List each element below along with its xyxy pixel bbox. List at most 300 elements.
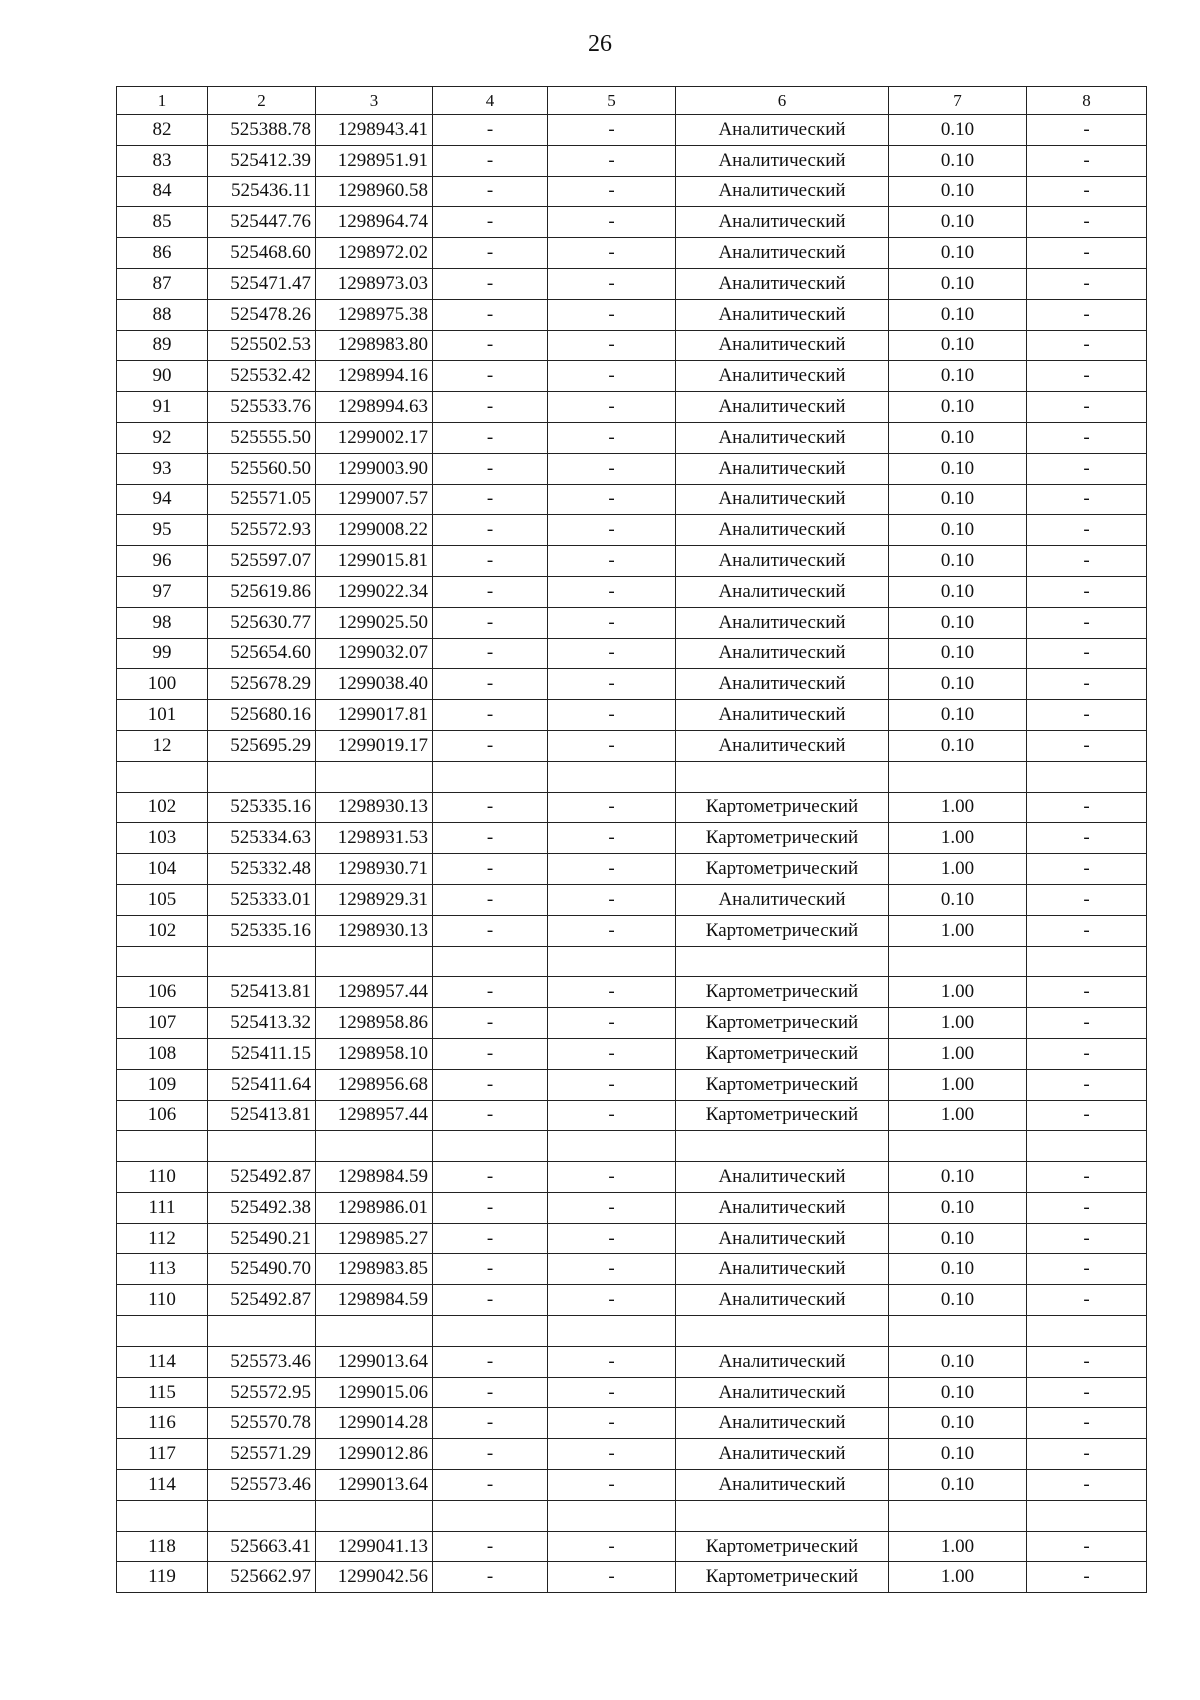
point-number-cell xyxy=(117,1316,208,1347)
table-row xyxy=(117,1439,1147,1470)
col8-cell: - xyxy=(1027,669,1147,700)
x-coordinate-cell: 525412.39 xyxy=(208,145,316,176)
accuracy-cell: 0.10 xyxy=(889,484,1027,515)
method-cell: Аналитический xyxy=(676,145,889,176)
point-number-cell: 83 xyxy=(117,145,208,176)
method-cell: Аналитический xyxy=(676,453,889,484)
col5-cell: - xyxy=(548,361,676,392)
y-coordinate-cell xyxy=(316,1316,433,1347)
y-coordinate-cell: 1298985.27 xyxy=(316,1223,433,1254)
x-coordinate-cell: 525492.87 xyxy=(208,1285,316,1316)
table-row xyxy=(117,361,1147,392)
method-cell: Аналитический xyxy=(676,1470,889,1501)
col8-cell: - xyxy=(1027,176,1147,207)
y-coordinate-cell: 1299022.34 xyxy=(316,576,433,607)
point-number-cell: 90 xyxy=(117,361,208,392)
x-coordinate-cell: 525332.48 xyxy=(208,854,316,885)
accuracy-cell: 0.10 xyxy=(889,576,1027,607)
col4-cell: - xyxy=(433,1162,548,1193)
accuracy-cell xyxy=(889,946,1027,977)
col4-cell: - xyxy=(433,1346,548,1377)
method-cell: Аналитический xyxy=(676,607,889,638)
method-cell: Картометрический xyxy=(676,823,889,854)
col8-cell: - xyxy=(1027,700,1147,731)
y-coordinate-cell: 1299015.06 xyxy=(316,1377,433,1408)
table-row xyxy=(117,1408,1147,1439)
y-coordinate-cell: 1298984.59 xyxy=(316,1162,433,1193)
table-row xyxy=(117,1470,1147,1501)
accuracy-cell: 0.10 xyxy=(889,1346,1027,1377)
method-cell: Аналитический xyxy=(676,1285,889,1316)
point-number-cell xyxy=(117,1500,208,1531)
col4-cell: - xyxy=(433,484,548,515)
col5-cell: - xyxy=(548,422,676,453)
point-number-cell: 103 xyxy=(117,823,208,854)
method-cell: Аналитический xyxy=(676,207,889,238)
table-row xyxy=(117,392,1147,423)
y-coordinate-cell: 1298931.53 xyxy=(316,823,433,854)
y-coordinate-cell: 1298972.02 xyxy=(316,238,433,269)
col5-cell: - xyxy=(548,145,676,176)
point-number-cell: 102 xyxy=(117,915,208,946)
col5-cell xyxy=(548,946,676,977)
col5-cell: - xyxy=(548,792,676,823)
col8-cell: - xyxy=(1027,392,1147,423)
y-coordinate-cell: 1298929.31 xyxy=(316,884,433,915)
column-header: 1 xyxy=(117,87,208,115)
col4-cell: - xyxy=(433,546,548,577)
x-coordinate-cell: 525662.97 xyxy=(208,1562,316,1593)
point-number-cell: 108 xyxy=(117,1038,208,1069)
x-coordinate-cell: 525388.78 xyxy=(208,115,316,146)
column-header: 7 xyxy=(889,87,1027,115)
col8-cell: - xyxy=(1027,1408,1147,1439)
table-row xyxy=(117,176,1147,207)
col8-cell: - xyxy=(1027,638,1147,669)
table-header-row xyxy=(117,87,1147,115)
col8-cell: - xyxy=(1027,1470,1147,1501)
y-coordinate-cell: 1298986.01 xyxy=(316,1192,433,1223)
point-number-cell: 106 xyxy=(117,977,208,1008)
col8-cell: - xyxy=(1027,453,1147,484)
x-coordinate-cell: 525560.50 xyxy=(208,453,316,484)
point-number-cell: 117 xyxy=(117,1439,208,1470)
method-cell: Аналитический xyxy=(676,884,889,915)
point-number-cell: 106 xyxy=(117,1100,208,1131)
col5-cell: - xyxy=(548,484,676,515)
col8-cell: - xyxy=(1027,515,1147,546)
table-row xyxy=(117,207,1147,238)
col5-cell: - xyxy=(548,977,676,1008)
y-coordinate-cell: 1298983.80 xyxy=(316,330,433,361)
x-coordinate-cell: 525413.81 xyxy=(208,977,316,1008)
col5-cell: - xyxy=(548,268,676,299)
point-number-cell: 113 xyxy=(117,1254,208,1285)
x-coordinate-cell: 525502.53 xyxy=(208,330,316,361)
col5-cell: - xyxy=(548,607,676,638)
method-cell: Аналитический xyxy=(676,1377,889,1408)
accuracy-cell: 1.00 xyxy=(889,977,1027,1008)
method-cell: Аналитический xyxy=(676,484,889,515)
column-header: 6 xyxy=(676,87,889,115)
accuracy-cell: 0.10 xyxy=(889,238,1027,269)
y-coordinate-cell: 1298973.03 xyxy=(316,268,433,299)
y-coordinate-cell: 1298983.85 xyxy=(316,1254,433,1285)
col5-cell: - xyxy=(548,1254,676,1285)
point-number-cell: 100 xyxy=(117,669,208,700)
col4-cell: - xyxy=(433,1254,548,1285)
col5-cell xyxy=(548,1316,676,1347)
table-row xyxy=(117,1008,1147,1039)
x-coordinate-cell: 525573.46 xyxy=(208,1346,316,1377)
point-number-cell: 98 xyxy=(117,607,208,638)
table-row xyxy=(117,854,1147,885)
col4-cell: - xyxy=(433,268,548,299)
col5-cell: - xyxy=(548,1285,676,1316)
y-coordinate-cell: 1299015.81 xyxy=(316,546,433,577)
col5-cell: - xyxy=(548,1562,676,1593)
accuracy-cell: 0.10 xyxy=(889,1408,1027,1439)
col8-cell: - xyxy=(1027,607,1147,638)
method-cell: Аналитический xyxy=(676,1439,889,1470)
x-coordinate-cell: 525572.95 xyxy=(208,1377,316,1408)
col8-cell: - xyxy=(1027,1008,1147,1039)
point-number-cell: 12 xyxy=(117,730,208,761)
x-coordinate-cell: 525678.29 xyxy=(208,669,316,700)
col4-cell: - xyxy=(433,792,548,823)
col8-cell: - xyxy=(1027,1192,1147,1223)
point-number-cell xyxy=(117,1131,208,1162)
point-number-cell: 114 xyxy=(117,1470,208,1501)
table-row xyxy=(117,1316,1147,1347)
y-coordinate-cell: 1298960.58 xyxy=(316,176,433,207)
col5-cell: - xyxy=(548,915,676,946)
y-coordinate-cell: 1298957.44 xyxy=(316,1100,433,1131)
point-number-cell: 109 xyxy=(117,1069,208,1100)
point-number-cell: 99 xyxy=(117,638,208,669)
col8-cell: - xyxy=(1027,1038,1147,1069)
col4-cell: - xyxy=(433,977,548,1008)
accuracy-cell: 0.10 xyxy=(889,1223,1027,1254)
col5-cell: - xyxy=(548,1223,676,1254)
x-coordinate-cell: 525573.46 xyxy=(208,1470,316,1501)
table-row xyxy=(117,1346,1147,1377)
col5-cell: - xyxy=(548,238,676,269)
point-number-cell: 102 xyxy=(117,792,208,823)
x-coordinate-cell: 525492.87 xyxy=(208,1162,316,1193)
col4-cell xyxy=(433,1131,548,1162)
col8-cell: - xyxy=(1027,115,1147,146)
accuracy-cell: 1.00 xyxy=(889,1100,1027,1131)
col4-cell: - xyxy=(433,576,548,607)
table-row xyxy=(117,484,1147,515)
y-coordinate-cell: 1298994.16 xyxy=(316,361,433,392)
table-row xyxy=(117,1285,1147,1316)
col4-cell: - xyxy=(433,1377,548,1408)
col5-cell: - xyxy=(548,1069,676,1100)
method-cell xyxy=(676,1131,889,1162)
x-coordinate-cell: 525619.86 xyxy=(208,576,316,607)
method-cell: Аналитический xyxy=(676,1162,889,1193)
col4-cell: - xyxy=(433,607,548,638)
x-coordinate-cell: 525597.07 xyxy=(208,546,316,577)
x-coordinate-cell: 525663.41 xyxy=(208,1531,316,1562)
table-row xyxy=(117,238,1147,269)
point-number-cell: 88 xyxy=(117,299,208,330)
col8-cell: - xyxy=(1027,1069,1147,1100)
accuracy-cell: 0.10 xyxy=(889,361,1027,392)
col8-cell xyxy=(1027,1500,1147,1531)
y-coordinate-cell: 1299038.40 xyxy=(316,669,433,700)
y-coordinate-cell: 1299008.22 xyxy=(316,515,433,546)
col8-cell: - xyxy=(1027,1377,1147,1408)
col8-cell: - xyxy=(1027,854,1147,885)
x-coordinate-cell: 525413.81 xyxy=(208,1100,316,1131)
col5-cell: - xyxy=(548,730,676,761)
col8-cell: - xyxy=(1027,915,1147,946)
col4-cell: - xyxy=(433,730,548,761)
accuracy-cell: 0.10 xyxy=(889,115,1027,146)
coordinates-table xyxy=(116,86,1147,1593)
x-coordinate-cell: 525447.76 xyxy=(208,207,316,238)
point-number-cell: 92 xyxy=(117,422,208,453)
col8-cell: - xyxy=(1027,1100,1147,1131)
col5-cell: - xyxy=(548,1192,676,1223)
col4-cell: - xyxy=(433,453,548,484)
y-coordinate-cell: 1298964.74 xyxy=(316,207,433,238)
method-cell: Аналитический xyxy=(676,546,889,577)
accuracy-cell xyxy=(889,1131,1027,1162)
x-coordinate-cell: 525695.29 xyxy=(208,730,316,761)
accuracy-cell: 1.00 xyxy=(889,915,1027,946)
point-number-cell: 115 xyxy=(117,1377,208,1408)
x-coordinate-cell xyxy=(208,1500,316,1531)
x-coordinate-cell xyxy=(208,1131,316,1162)
method-cell: Картометрический xyxy=(676,977,889,1008)
col4-cell: - xyxy=(433,207,548,238)
y-coordinate-cell: 1298994.63 xyxy=(316,392,433,423)
col8-cell xyxy=(1027,946,1147,977)
table-row xyxy=(117,1377,1147,1408)
col5-cell: - xyxy=(548,1408,676,1439)
method-cell: Аналитический xyxy=(676,330,889,361)
y-coordinate-cell: 1299013.64 xyxy=(316,1346,433,1377)
y-coordinate-cell xyxy=(316,946,433,977)
y-coordinate-cell: 1298957.44 xyxy=(316,977,433,1008)
x-coordinate-cell: 525630.77 xyxy=(208,607,316,638)
x-coordinate-cell: 525654.60 xyxy=(208,638,316,669)
method-cell: Картометрический xyxy=(676,1562,889,1593)
table-row xyxy=(117,1069,1147,1100)
col4-cell: - xyxy=(433,330,548,361)
col4-cell: - xyxy=(433,1285,548,1316)
col5-cell: - xyxy=(548,453,676,484)
x-coordinate-cell: 525413.32 xyxy=(208,1008,316,1039)
accuracy-cell: 0.10 xyxy=(889,1439,1027,1470)
accuracy-cell: 1.00 xyxy=(889,1008,1027,1039)
y-coordinate-cell: 1298930.71 xyxy=(316,854,433,885)
method-cell: Картометрический xyxy=(676,915,889,946)
col8-cell: - xyxy=(1027,1346,1147,1377)
x-coordinate-cell: 525490.21 xyxy=(208,1223,316,1254)
page-number: 26 xyxy=(588,31,612,57)
y-coordinate-cell: 1299007.57 xyxy=(316,484,433,515)
col5-cell: - xyxy=(548,1531,676,1562)
point-number-cell: 116 xyxy=(117,1408,208,1439)
table-row xyxy=(117,823,1147,854)
col8-cell: - xyxy=(1027,361,1147,392)
x-coordinate-cell: 525436.11 xyxy=(208,176,316,207)
table-row xyxy=(117,145,1147,176)
col4-cell: - xyxy=(433,1038,548,1069)
col4-cell: - xyxy=(433,1223,548,1254)
col5-cell: - xyxy=(548,392,676,423)
point-number-cell: 82 xyxy=(117,115,208,146)
col8-cell: - xyxy=(1027,330,1147,361)
method-cell: Аналитический xyxy=(676,361,889,392)
col5-cell: - xyxy=(548,1100,676,1131)
point-number-cell: 105 xyxy=(117,884,208,915)
point-number-cell: 91 xyxy=(117,392,208,423)
col4-cell: - xyxy=(433,299,548,330)
point-number-cell: 112 xyxy=(117,1223,208,1254)
point-number-cell: 85 xyxy=(117,207,208,238)
col8-cell: - xyxy=(1027,268,1147,299)
y-coordinate-cell xyxy=(316,761,433,792)
col4-cell: - xyxy=(433,854,548,885)
y-coordinate-cell: 1298930.13 xyxy=(316,915,433,946)
y-coordinate-cell: 1299025.50 xyxy=(316,607,433,638)
col8-cell: - xyxy=(1027,207,1147,238)
y-coordinate-cell: 1299042.56 xyxy=(316,1562,433,1593)
accuracy-cell: 0.10 xyxy=(889,546,1027,577)
col8-cell: - xyxy=(1027,1562,1147,1593)
accuracy-cell: 0.10 xyxy=(889,1377,1027,1408)
y-coordinate-cell: 1298984.59 xyxy=(316,1285,433,1316)
col4-cell xyxy=(433,761,548,792)
y-coordinate-cell: 1298958.10 xyxy=(316,1038,433,1069)
accuracy-cell: 0.10 xyxy=(889,1254,1027,1285)
col4-cell: - xyxy=(433,884,548,915)
col5-cell xyxy=(548,761,676,792)
method-cell xyxy=(676,761,889,792)
method-cell: Аналитический xyxy=(676,176,889,207)
col5-cell: - xyxy=(548,330,676,361)
point-number-cell: 110 xyxy=(117,1162,208,1193)
table-row xyxy=(117,730,1147,761)
x-coordinate-cell xyxy=(208,946,316,977)
point-number-cell: 89 xyxy=(117,330,208,361)
column-header: 2 xyxy=(208,87,316,115)
accuracy-cell: 0.10 xyxy=(889,638,1027,669)
table-row xyxy=(117,1131,1147,1162)
col5-cell: - xyxy=(548,638,676,669)
method-cell: Картометрический xyxy=(676,1531,889,1562)
method-cell: Аналитический xyxy=(676,700,889,731)
accuracy-cell: 0.10 xyxy=(889,700,1027,731)
col5-cell: - xyxy=(548,669,676,700)
col5-cell: - xyxy=(548,115,676,146)
x-coordinate-cell: 525533.76 xyxy=(208,392,316,423)
accuracy-cell: 1.00 xyxy=(889,1562,1027,1593)
x-coordinate-cell: 525532.42 xyxy=(208,361,316,392)
x-coordinate-cell: 525571.29 xyxy=(208,1439,316,1470)
method-cell: Картометрический xyxy=(676,854,889,885)
table-row xyxy=(117,700,1147,731)
table-row xyxy=(117,915,1147,946)
table-row xyxy=(117,1038,1147,1069)
method-cell: Картометрический xyxy=(676,1038,889,1069)
accuracy-cell: 1.00 xyxy=(889,1531,1027,1562)
method-cell: Картометрический xyxy=(676,1008,889,1039)
accuracy-cell: 0.10 xyxy=(889,299,1027,330)
accuracy-cell xyxy=(889,1500,1027,1531)
point-number-cell: 97 xyxy=(117,576,208,607)
accuracy-cell: 0.10 xyxy=(889,392,1027,423)
point-number-cell: 119 xyxy=(117,1562,208,1593)
point-number-cell: 84 xyxy=(117,176,208,207)
table-row xyxy=(117,330,1147,361)
y-coordinate-cell: 1298943.41 xyxy=(316,115,433,146)
col5-cell: - xyxy=(548,515,676,546)
y-coordinate-cell: 1299041.13 xyxy=(316,1531,433,1562)
y-coordinate-cell: 1298958.86 xyxy=(316,1008,433,1039)
y-coordinate-cell: 1299019.17 xyxy=(316,730,433,761)
point-number-cell: 87 xyxy=(117,268,208,299)
accuracy-cell: 0.10 xyxy=(889,268,1027,299)
x-coordinate-cell: 525570.78 xyxy=(208,1408,316,1439)
point-number-cell: 104 xyxy=(117,854,208,885)
y-coordinate-cell: 1299013.64 xyxy=(316,1470,433,1501)
x-coordinate-cell: 525334.63 xyxy=(208,823,316,854)
col8-cell: - xyxy=(1027,299,1147,330)
table-row xyxy=(117,515,1147,546)
col8-cell: - xyxy=(1027,1162,1147,1193)
point-number-cell: 96 xyxy=(117,546,208,577)
table-row xyxy=(117,1192,1147,1223)
col8-cell: - xyxy=(1027,1285,1147,1316)
point-number-cell: 95 xyxy=(117,515,208,546)
method-cell: Картометрический xyxy=(676,1069,889,1100)
accuracy-cell: 0.10 xyxy=(889,176,1027,207)
x-coordinate-cell: 525411.64 xyxy=(208,1069,316,1100)
col5-cell: - xyxy=(548,700,676,731)
col5-cell: - xyxy=(548,1346,676,1377)
table-row xyxy=(117,546,1147,577)
accuracy-cell: 1.00 xyxy=(889,823,1027,854)
method-cell: Аналитический xyxy=(676,638,889,669)
x-coordinate-cell: 525490.70 xyxy=(208,1254,316,1285)
table-row xyxy=(117,1254,1147,1285)
col4-cell: - xyxy=(433,1192,548,1223)
method-cell: Аналитический xyxy=(676,515,889,546)
col4-cell: - xyxy=(433,176,548,207)
col8-cell: - xyxy=(1027,792,1147,823)
table-row xyxy=(117,299,1147,330)
point-number-cell: 118 xyxy=(117,1531,208,1562)
accuracy-cell: 0.10 xyxy=(889,669,1027,700)
point-number-cell: 107 xyxy=(117,1008,208,1039)
point-number-cell: 93 xyxy=(117,453,208,484)
col5-cell: - xyxy=(548,1008,676,1039)
col5-cell: - xyxy=(548,546,676,577)
table-row xyxy=(117,884,1147,915)
table-row xyxy=(117,607,1147,638)
col5-cell: - xyxy=(548,1038,676,1069)
col8-cell xyxy=(1027,761,1147,792)
col8-cell: - xyxy=(1027,1531,1147,1562)
col8-cell xyxy=(1027,1316,1147,1347)
